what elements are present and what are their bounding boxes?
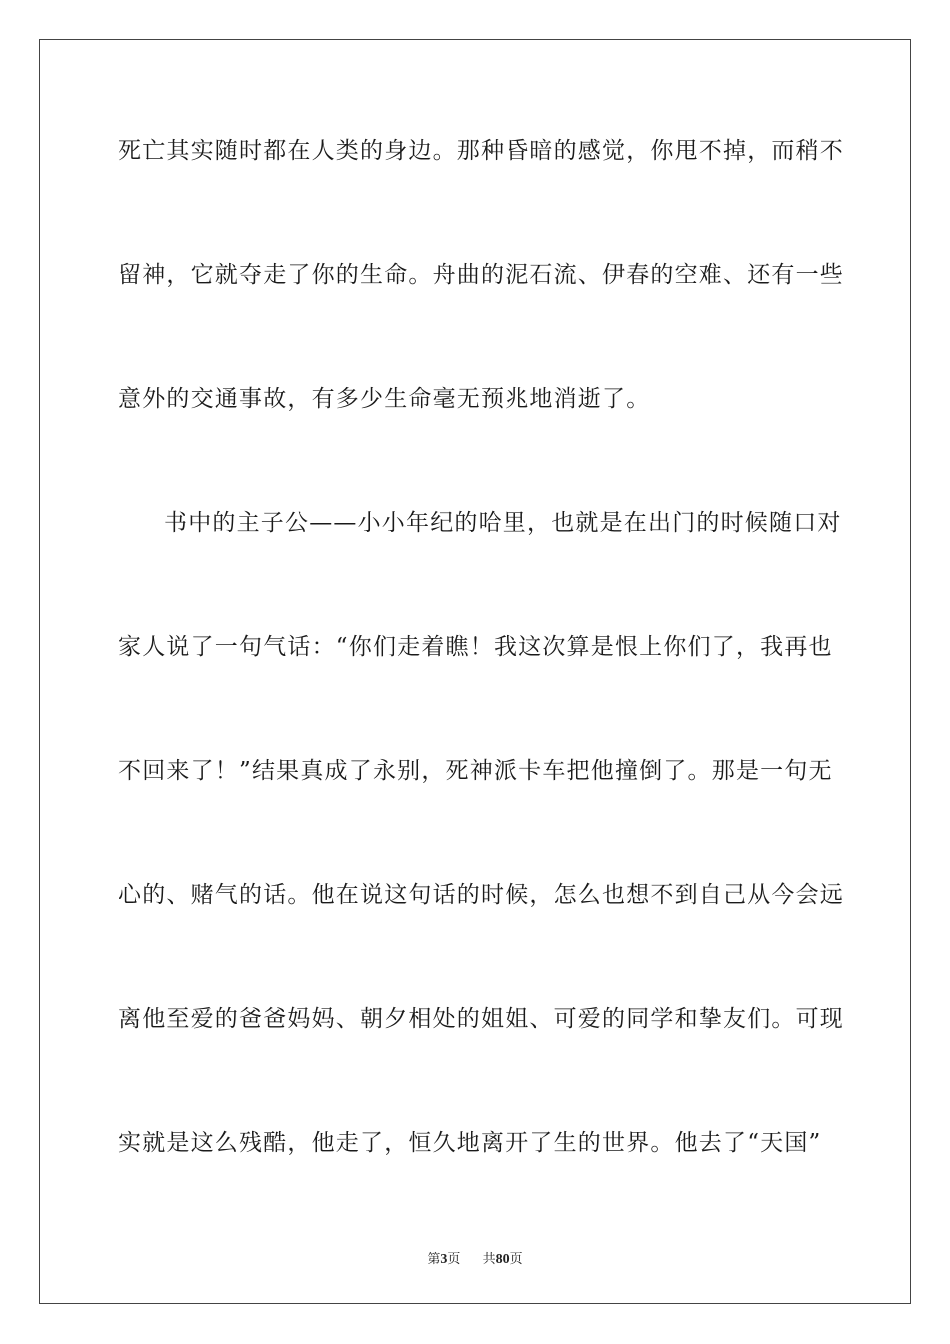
text-line-2: 留神，它就夺走了你的生命。舟曲的泥石流、伊春的空难、还有一些 [118,262,844,288]
text-line-3: 意外的交通事故，有多少生命毫无预兆地消逝了。 [118,386,651,412]
page-border [39,39,911,1304]
text-line-1: 死亡其实随时都在人类的身边。那种昏暗的感觉，你甩不掉，而稍不 [118,138,844,164]
page-footer [0,1248,950,1268]
total-suffix: 页 [509,1252,523,1267]
text-line-4-paragraph-start: 书中的主子公——小小年纪的哈里，也就是在出门的时候随口对 [164,510,842,536]
text-line-6: 不回来了！”结果真成了永别，死神派卡车把他撞倒了。那是一句无 [118,758,833,784]
page-total: 80 [495,1252,510,1267]
total-prefix: 共 [482,1252,496,1267]
page-current: 3 [440,1252,448,1267]
text-line-8: 离他至爱的爸爸妈妈、朝夕相处的姐姐、可爱的同学和挚友们。可现 [118,1006,844,1032]
text-line-9: 实就是这么残酷，他走了，恒久地离开了生的世界。他去了“天国” [118,1130,822,1156]
page-prefix: 第 [427,1252,441,1267]
text-line-7: 心的、赌气的话。他在说这句话的时候，怎么也想不到自己从今会远 [118,882,844,908]
page-suffix: 页 [447,1252,461,1267]
text-line-5: 家人说了一句气话：“你们走着瞧！我这次算是恨上你们了，我再也 [118,634,833,660]
